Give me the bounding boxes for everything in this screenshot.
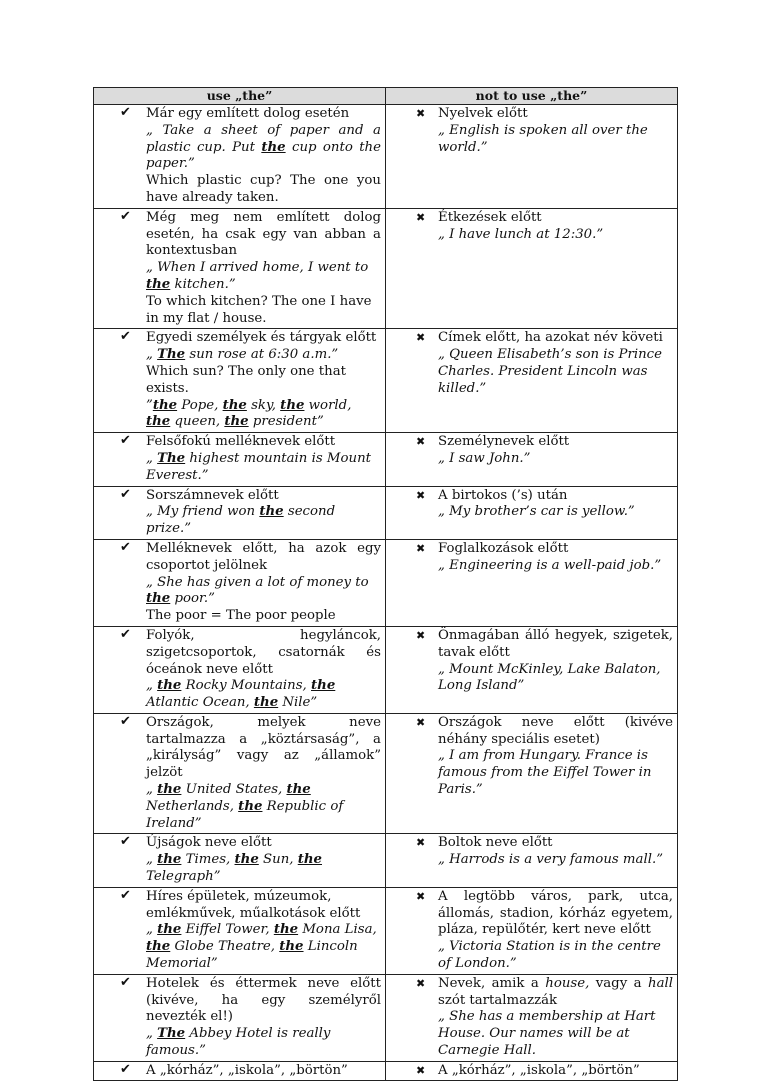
example-text: „ Engineering is a well-paid job.”: [438, 557, 662, 573]
example-list: ”the Pope, the sky, the world,: [146, 397, 352, 413]
rule-title: Egyedi személyek és tárgyak előtt: [146, 330, 377, 346]
example-text: „ the Times, the Sun, the Telegraph”: [146, 852, 322, 885]
rule-title: A legtöbb város, park, utca, állomás, stadion, kórház egyetem, pláza, repülőtér, kert neve előtt: [438, 888, 673, 938]
table-row: [94, 433, 678, 486]
rule-title: Hotelek és éttermek neve előtt (kivéve, ha egy személyről nevezték el!): [146, 975, 381, 1025]
checkmark-icon: ✔: [120, 713, 131, 729]
no-the-cell: [386, 713, 678, 834]
cross-icon: ✖: [416, 1063, 426, 1077]
checkmark-icon: ✔: [120, 433, 131, 449]
explanation-note: The poor = The poor people: [146, 608, 336, 624]
checkmark-icon: ✔: [120, 105, 131, 120]
cross-icon: ✖: [416, 331, 426, 345]
checkmark-icon: ✔: [120, 974, 131, 990]
cross-icon: ✖: [416, 889, 426, 903]
rule-title: Személynevek előtt: [438, 434, 570, 450]
article-the: the: [259, 504, 284, 520]
table-row: [94, 486, 678, 539]
example-text: „ the Rocky Mountains, the Atlantic Ocean, the Nile”: [146, 678, 336, 711]
no-the-cell: [386, 539, 678, 626]
rule-title: Címek előtt, ha azokat név követi: [438, 330, 663, 346]
header-not-use-the: not to use „the”: [386, 88, 678, 105]
checkmark-icon: ✔: [120, 834, 131, 850]
example-text: „ The highest mountain is Mount Everest.”: [146, 450, 371, 483]
example-list: the queen, the president”: [146, 414, 324, 430]
table-row: [94, 974, 678, 1061]
article-the: The: [157, 347, 186, 363]
cross-icon: ✖: [416, 628, 426, 642]
no-the-cell: [386, 208, 678, 329]
table-row: [94, 626, 678, 713]
explanation-note: Which sun? The only one that exists.: [146, 363, 346, 396]
example-text: „ My friend won the second prize.”: [146, 504, 336, 537]
table-row: [94, 713, 678, 834]
rule-title: A „kórház”, „iskola”, „börtön”: [146, 1062, 348, 1078]
rule-title: Étkezések előtt: [438, 209, 542, 225]
article-the: The: [157, 450, 186, 466]
checkmark-icon: ✔: [120, 486, 131, 502]
example-text: „ The Abbey Hotel is really famous.”: [146, 1026, 331, 1059]
rule-title: Országok neve előtt (kivéve néhány speciális esetet): [438, 714, 673, 747]
table-row: [94, 539, 678, 626]
rule-title: Folyók, hegyláncok, szigetcsoportok, csatornák és óceánok neve előtt: [146, 627, 381, 677]
use-the-cell: [94, 486, 386, 539]
rule-title: Híres épületek, múzeumok, emlékművek, műalkotások előtt: [146, 888, 361, 921]
no-the-cell: [386, 486, 678, 539]
rule-title: Nyelvek előtt: [438, 106, 528, 121]
cross-icon: ✖: [416, 435, 426, 449]
article-usage-table: [93, 87, 678, 1081]
rule-title: Sorszámnevek előtt: [146, 487, 279, 503]
use-the-cell: [94, 626, 386, 713]
table-row: [94, 834, 678, 887]
example-text: „ Mount McKinley, Lake Balaton, Long Island”: [438, 661, 661, 694]
example-text: „ the Eiffel Tower, the Mona Lisa, the Globe Theatre, the Lincoln Memorial”: [146, 922, 377, 972]
no-the-cell: [386, 974, 678, 1061]
example-text: „ I am from Hungary. France is famous from the Eiffel Tower in Paris.”: [438, 748, 652, 798]
checkmark-icon: ✔: [120, 539, 131, 555]
use-the-cell: [94, 208, 386, 329]
example-text: „ English is spoken all over the world.”: [438, 122, 648, 155]
no-the-cell: [386, 1061, 678, 1080]
checkmark-icon: ✔: [120, 887, 131, 903]
table-row: [94, 105, 678, 209]
cross-icon: ✖: [416, 836, 426, 850]
article-the: the: [261, 139, 286, 155]
example-text: „ The sun rose at 6:30 a.m.”: [146, 347, 339, 363]
rule-title: Foglalkozások előtt: [438, 540, 569, 556]
use-the-cell: [94, 974, 386, 1061]
no-the-cell: [386, 105, 678, 209]
article-the: the: [146, 276, 171, 292]
no-the-cell: [386, 626, 678, 713]
explanation-note: To which kitchen? The one I have in my flat / house.: [146, 293, 372, 326]
example-text: „ She has given a lot of money to the poor.”: [146, 574, 369, 607]
table-row: [94, 208, 678, 329]
use-the-cell: [94, 834, 386, 887]
rule-title: Önmagában álló hegyek, szigetek, tavak előtt: [438, 627, 673, 660]
cross-icon: ✖: [416, 976, 426, 990]
header-row: [94, 88, 678, 105]
use-the-cell: [94, 1061, 386, 1080]
example-text: „ I saw John.”: [438, 450, 531, 466]
checkmark-icon: ✔: [120, 626, 131, 642]
use-the-cell: [94, 539, 386, 626]
example-text: „ When I arrived home, I went to the kitchen.”: [146, 260, 369, 292]
use-the-cell: [94, 433, 386, 486]
explanation-note: Which plastic cup? The one you have already taken.: [146, 173, 381, 205]
cross-icon: ✖: [416, 715, 426, 729]
rule-title: Boltok neve előtt: [438, 835, 553, 851]
example-text: „ Harrods is a very famous mall.”: [438, 852, 663, 868]
table-row: [94, 1061, 678, 1080]
rule-title: A birtokos (’s) után: [438, 487, 568, 503]
table-row: [94, 887, 678, 974]
cross-icon: ✖: [416, 488, 426, 502]
example-text: „ My brother’s car is yellow.”: [438, 504, 635, 520]
checkmark-icon: ✔: [120, 208, 131, 224]
rule-title: Melléknevek előtt, ha azok egy csoportot jelölnek: [146, 540, 381, 573]
rule-title: Még meg nem említett dolog esetén, ha csak egy van abban a kontextusban: [146, 209, 381, 259]
article-the: The: [157, 1026, 186, 1042]
example-text: „ the United States, the Netherlands, the Republic of Ireland”: [146, 782, 344, 831]
use-the-cell: [94, 329, 386, 433]
rule-title: Országok, melyek neve tartalmazza a „köztársaság”, a „királyság” vagy az „államok” jelzöt: [146, 714, 381, 781]
cross-icon: ✖: [416, 107, 426, 120]
use-the-cell: [94, 105, 386, 209]
rule-title: Felsőfokú melléknevek előtt: [146, 434, 336, 450]
no-the-cell: [386, 887, 678, 974]
header-use-the: use „the”: [94, 88, 386, 105]
rule-title: Nevek, amik a house, vagy a hall szót tartalmazzák: [438, 975, 674, 1008]
no-the-cell: [386, 329, 678, 433]
use-the-cell: [94, 713, 386, 834]
cross-icon: ✖: [416, 210, 426, 224]
checkmark-icon: ✔: [120, 329, 131, 345]
example-text: „ She has a membership at Hart House. Our names will be at Carnegie Hall.: [438, 1009, 656, 1059]
rule-title: Újságok neve előtt: [146, 835, 272, 851]
example-text: „ I have lunch at 12:30.”: [438, 226, 604, 242]
rule-title: A „kórház”, „iskola”, „börtön”: [438, 1062, 640, 1078]
cross-icon: ✖: [416, 541, 426, 555]
example-text: „ Queen Elisabeth’s son is Prince Charles. President Lincoln was killed.”: [438, 347, 662, 396]
example-text: „ Take a sheet of paper and a plastic cup. Put the cup onto the paper.”: [146, 122, 381, 172]
article-the: the: [146, 591, 171, 607]
no-the-cell: [386, 834, 678, 887]
checkmark-icon: ✔: [120, 1061, 131, 1077]
rule-title: Már egy említett dolog esetén: [146, 106, 350, 121]
use-the-cell: [94, 887, 386, 974]
example-text: „ Victoria Station is in the centre of London.”: [438, 939, 661, 972]
no-the-cell: [386, 433, 678, 486]
table-row: [94, 329, 678, 433]
